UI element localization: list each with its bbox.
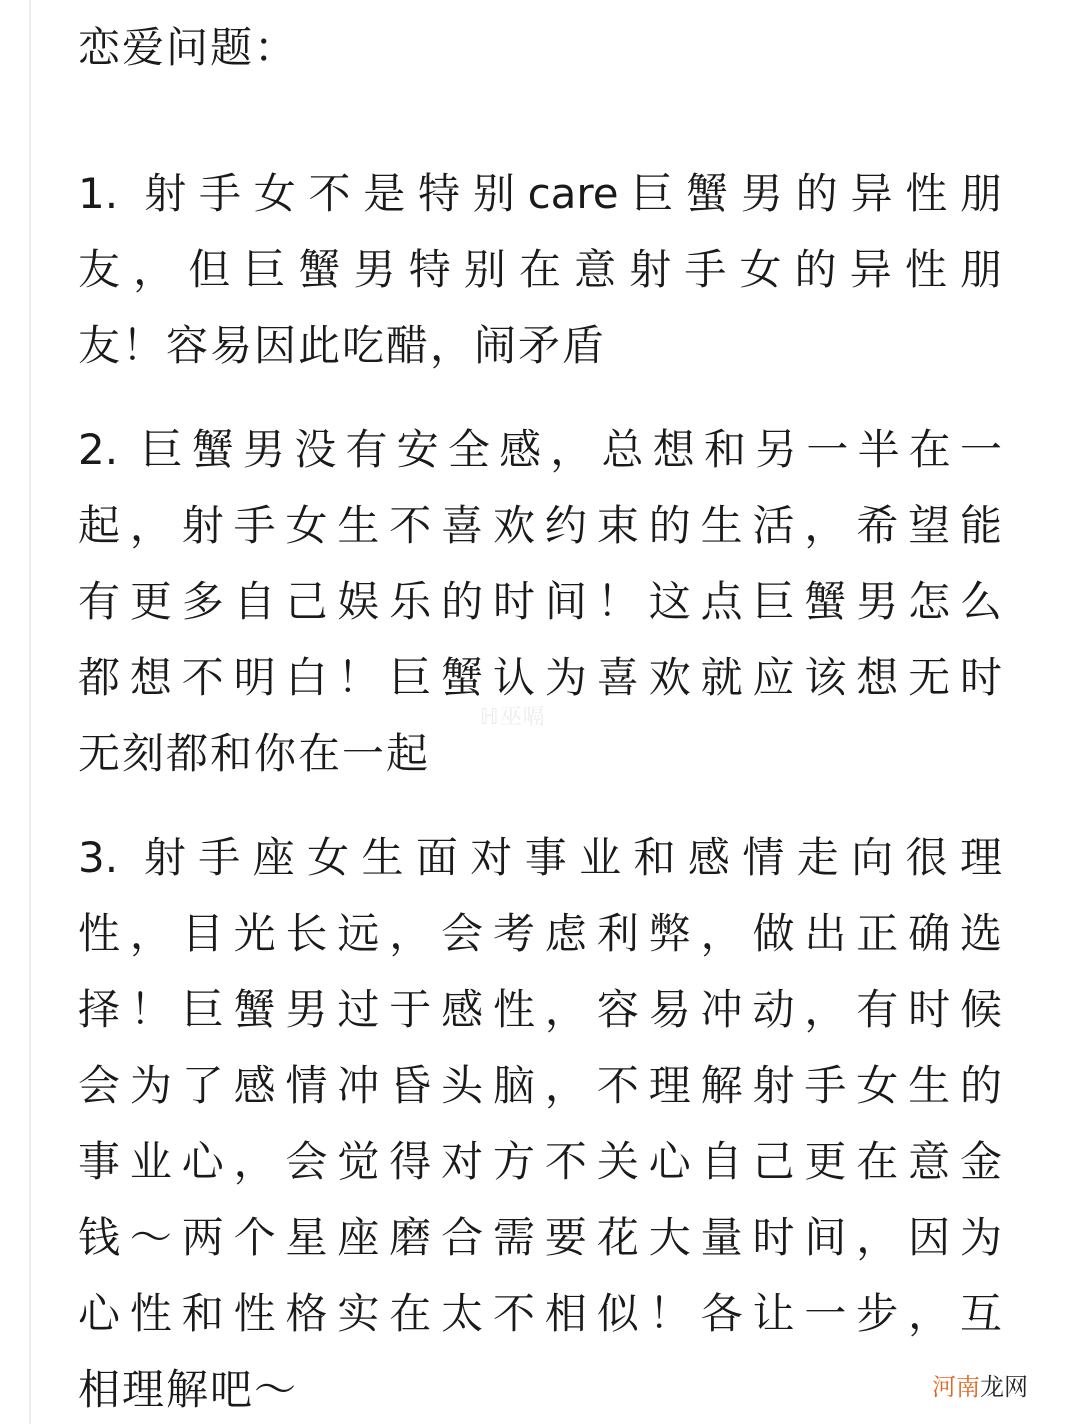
- section-3-line-5: 事业心，会觉得对方不关心自己更在意金: [78, 1137, 1002, 1186]
- section-2-line-1: 2. 巨蟹男没有安全感，总想和另一半在一: [78, 425, 1002, 474]
- section-3-line-8: 相理解吧～: [78, 1365, 299, 1414]
- section-3-line-2: 性，目光长远，会考虑利弊，做出正确选: [78, 909, 1002, 958]
- section-2-line-4: 都想不明白！巨蟹认为喜欢就应该想无时: [78, 653, 1002, 702]
- section-2-line-3: 有更多自己娱乐的时间！这点巨蟹男怎么: [78, 577, 1002, 626]
- section-1-line-3: 友！容易因此吃醋，闹矛盾: [78, 321, 607, 370]
- section-3-line-7: 心性和性格实在太不相似！各让一步，互: [78, 1289, 1002, 1338]
- section-3-line-3: 择！巨蟹男过于感性，容易冲动，有时候: [78, 985, 1002, 1034]
- section-3-line-6: 钱～两个星座磨合需要花大量时间，因为: [78, 1213, 1002, 1262]
- left-border-rule: [29, 0, 31, 1424]
- site-watermark: [932, 1372, 1028, 1402]
- section-1-line-2: 友，但巨蟹男特别在意射手女的异性朋: [78, 245, 1002, 294]
- section-1-line-1: 1. 射手女不是特别care巨蟹男的异性朋: [78, 169, 1002, 218]
- watermark-part-2: 龙网: [980, 1373, 1028, 1401]
- section-2-line-5: 无刻都和你在一起: [78, 729, 431, 778]
- document-title: 恋爱问题：: [78, 23, 299, 72]
- watermark-part-1: 河南: [932, 1373, 980, 1401]
- faint-center-watermark: ℍ巫嗝: [480, 705, 546, 730]
- section-3-line-4: 会为了感情冲昏头脑，不理解射手女生的: [78, 1061, 1002, 1110]
- section-2-line-2: 起，射手女生不喜欢约束的生活，希望能: [78, 501, 1002, 550]
- section-3-line-1: 3. 射手座女生面对事业和感情走向很理: [78, 833, 1002, 882]
